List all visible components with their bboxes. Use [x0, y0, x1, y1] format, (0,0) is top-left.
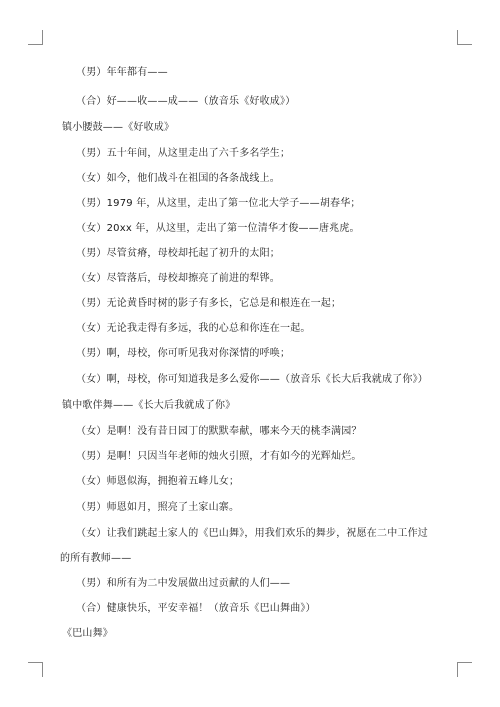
- text-line: 的所有教师——: [60, 553, 132, 564]
- text-line: （女）尽管落后，母校却擦亮了前进的犁铧。: [76, 273, 280, 284]
- text-line: （女）如今，他们战斗在祖国的各条战线上。: [76, 173, 280, 184]
- text-line: （男）年年都有——: [76, 67, 168, 78]
- text-line: （女）是啊！没有昔日园丁的默默奉献，哪来今天的桃李满园？: [76, 426, 362, 437]
- text-line: （男）无论黄昏时树的影子有多长，它总是和根连在一起；: [76, 298, 342, 309]
- text-line: （女）师恩似海，拥抱着五峰儿女；: [76, 476, 240, 487]
- text-line: （女）让我们跳起土家人的《巴山舞》，用我们欢乐的舞步，祝愿在二中工作过: [76, 528, 428, 539]
- text-line: （男）尽管贫瘠，母校却托起了初升的太阳；: [76, 248, 280, 259]
- text-line: 镇中歌伴舞——《长大后我就成了你》: [62, 400, 236, 411]
- text-line: （男）和所有为二中发展做出过贡献的人们——: [76, 578, 291, 589]
- text-line: （男）是啊！只因当年老师的烛火引照，才有如今的光辉灿烂。: [76, 451, 362, 462]
- text-line: （女）20xx 年，从这里，走出了第一位清华才俊——唐兆虎。: [76, 223, 360, 234]
- text-line: （男）师恩如月，照亮了土家山寨。: [76, 502, 240, 513]
- text-line: 镇小腰鼓——《好收成》: [62, 122, 175, 133]
- text-line: 《巴山舞》: [62, 628, 113, 639]
- text-line: （男）五十年间，从这里走出了六千多名学生；: [76, 148, 291, 159]
- text-line: （男）啊，母校，你可听见我对你深情的呼唤；: [76, 348, 291, 359]
- text-line: （合）好——收——成——（放音乐《好收成》）: [76, 96, 296, 107]
- text-line: （女）啊，母校，你可知道我是多么爱你——（放音乐《长大后我就成了你》）: [76, 374, 428, 385]
- text-line: （男）1979 年，从这里，走出了第一位北大学子——胡春华；: [76, 198, 361, 209]
- text-line: （合）健康快乐，平安幸福！（放音乐《巴山舞曲》）: [76, 603, 316, 614]
- text-line: （女）无论我走得有多远，我的心总和你连在一起。: [76, 323, 311, 334]
